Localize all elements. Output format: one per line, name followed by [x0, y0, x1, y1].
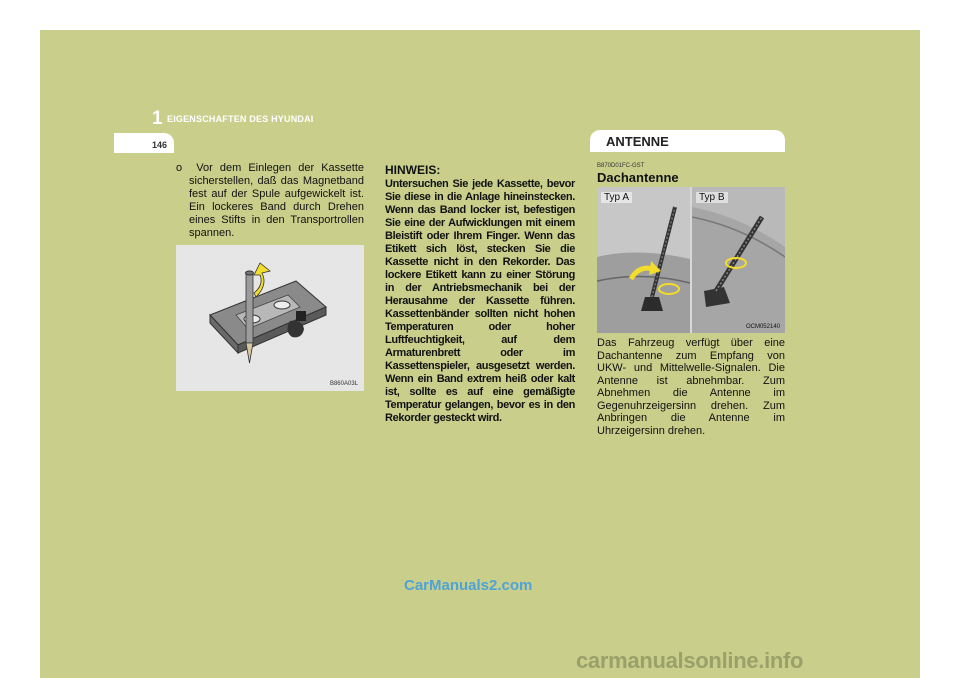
figure-code: B860A03L [329, 381, 358, 387]
header-band [40, 30, 920, 150]
watermark-carmanualsonline[interactable]: carmanualsonline.info [576, 648, 804, 673]
bullet-marker: o [176, 162, 183, 174]
right-column-header [597, 163, 785, 185]
antenna-figure [597, 187, 785, 333]
chapter-title: EIGENSCHAFTEN DES HYUNDAI [167, 114, 314, 124]
cassette-figure [176, 245, 364, 391]
antenna-description: Das Fahrzeug verfügt über eine Dachantenne zum Empfang von UKW- und Mittelwelle-Signalen. Die Antenne ist abnehmbar. Zum Abnehmen die Antenne im Gegenuhrzeigersinn drehen. Zum Anbringen die Antenne im Uhrzeigersinn drehen. [597, 337, 785, 437]
chapter-number: 1 [152, 108, 163, 129]
note-heading: HINWEIS: [385, 163, 441, 177]
figure-label-type-b: Typ B [696, 192, 728, 203]
cassette-illustration [176, 245, 364, 391]
antenna-type-a-panel [597, 187, 690, 333]
reference-code: B870D01FC-GST [597, 163, 645, 169]
figure-label-type-a: Typ A [601, 192, 632, 203]
antenna-type-b-illustration [692, 187, 785, 333]
section-title: ANTENNE [606, 134, 669, 149]
antenna-figure-code: OCM052140 [745, 324, 780, 330]
left-column [176, 162, 364, 240]
middle-column [385, 163, 575, 425]
subsection-heading: Dachantenne [597, 170, 679, 185]
bullet-paragraph [176, 162, 364, 240]
note-body: Untersuchen Sie jede Kassette, bevor Sie diese in die Anlage hineinstecken. Wenn das Band locker ist, befestigen Sie eine der Aufwicklungen mit einem Bleistift oder Ihrem Finger. Wenn das Etikett sich löst, stecken Sie die Kassette nicht in den Rekorder. Das lockere Etikett kann zu einer Störung in der Antriebsmechanik bei der Herausahme der Kassette führen. Kassettenbänder sollten nicht hohen Temperaturen oder hoher Luftfeuchtigkeit, auf dem Armaturenbrett oder im Kassettenspieler, ausgesetzt werden. Wenn ein Band extrem heiß oder kalt ist, sollte es auf eine gemäßigte Temperatur gelangen, bevor es in den Rekorder gesteckt wird. [385, 178, 575, 424]
antenna-type-a-illustration [597, 187, 690, 333]
watermark-carmanuals2[interactable]: CarManuals2.com [404, 577, 533, 594]
antenna-type-b-panel [692, 187, 785, 333]
page-number: 146 [152, 140, 168, 150]
bullet-text: Vor dem Einlegen der Kassette sicherstellen, daß das Magnetband fest auf der Spule aufgewickelt ist. Ein lockeres Band durch Drehen eines Stifts in den Transportrollen spannen. [189, 162, 364, 239]
